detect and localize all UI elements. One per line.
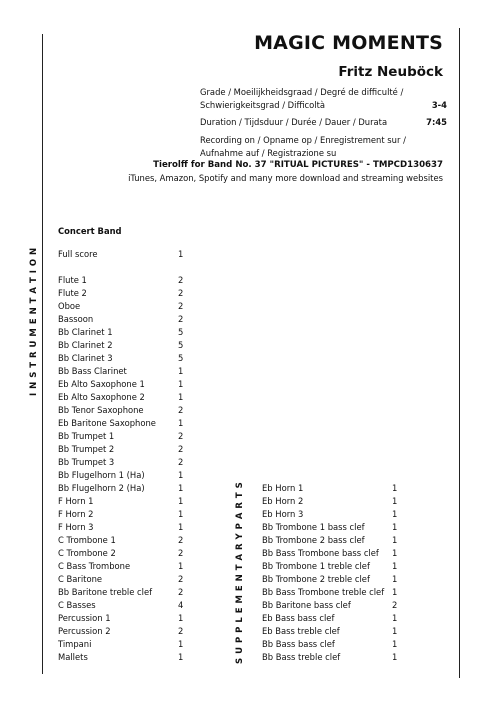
part-count: 1 [178,613,184,623]
instrumentation-row [58,326,198,338]
instrumentation-row [58,573,198,585]
instrumentation-row [58,248,198,260]
part-count: 1 [178,379,184,389]
instrumentation-row [58,404,198,416]
recording-title: Tierolff for Band No. 37 "RITUAL PICTURES" - TMPCD130637 [153,160,443,170]
part-count: 2 [392,600,398,610]
part-name: Oboe [58,301,81,311]
instrumentation-row [58,274,198,286]
recording-label-line2: Aufnahme auf / Registrazione su [200,147,337,158]
grade-value: 3-4 [431,99,447,110]
duration-value: 7:45 [426,117,447,127]
instrumentation-row [58,521,198,533]
part-count: 2 [178,444,184,454]
part-name: Bb Bass Clarinet [58,366,127,376]
supplementary-row [262,521,402,533]
instrumentation-row [58,586,198,598]
duration-label: Duration / Tijdsduur / Durée / Dauer / Durata [200,117,388,127]
instrumentation-row [58,469,198,481]
instrumentation-row [58,378,198,390]
grade-block [200,86,447,111]
supplementary-row [262,547,402,559]
part-name: Bb Trombone 1 bass clef [262,522,365,532]
part-name: Timpani [58,639,92,649]
part-name: C Baritone [58,574,103,584]
part-name: Percussion 1 [58,613,111,623]
composer-name: Fritz Neuböck [338,64,443,80]
part-name: Eb Alto Saxophone 1 [58,379,145,389]
part-name: Bb Bass Trombone bass clef [262,548,379,558]
part-count: 2 [178,405,184,415]
part-name: Bb Baritone bass clef [262,600,351,610]
part-name: Eb Bass bass clef [262,613,335,623]
part-name: Bb Flugelhorn 1 (Ha) [58,470,145,480]
recording-label-line1: Recording on / Opname op / Enregistrement sur / [200,135,406,145]
instrumentation-row [58,339,198,351]
instrumentation-row [58,313,198,325]
part-count: 2 [178,288,184,298]
instrumentation-row [58,300,198,312]
part-count: 2 [178,548,184,558]
supplementary-row [262,482,402,494]
supplementary-row [262,573,402,585]
part-name: Eb Horn 2 [262,496,304,506]
part-name: C Trombone 1 [58,535,116,545]
instrumentation-row [58,352,198,364]
instrumentation-row [58,430,198,442]
supplementary-row [262,495,402,507]
instrumentation-row [58,482,198,494]
instrumentation-row [58,534,198,546]
instrumentation-row [58,547,198,559]
part-name: Eb Baritone Saxophone [58,418,156,428]
part-count: 1 [178,652,184,662]
instrumentation-row [58,443,198,455]
part-count: 2 [178,431,184,441]
part-count: 1 [392,522,398,532]
instrumentation-row [58,508,198,520]
part-count: 5 [178,340,184,350]
part-name: Eb Alto Saxophone 2 [58,392,145,402]
instrumentation-row [58,560,198,572]
grade-label-line1: Grade / Moeilijkheidsgraad / Degré de difficulté / [200,87,404,97]
instrumentation-row [58,495,198,507]
instrumentation-row [58,287,198,299]
part-count: 1 [392,587,398,597]
part-name: Bb Trombone 2 bass clef [262,535,365,545]
part-count: 1 [392,613,398,623]
instrumentation-row [58,365,198,377]
part-name: F Horn 1 [58,496,94,506]
part-count: 1 [178,392,184,402]
duration-block [200,116,447,129]
part-count: 1 [392,652,398,662]
part-name: Bb Bass bass clef [262,639,335,649]
instrumentation-row [58,638,198,650]
part-count: 1 [178,483,184,493]
supplementary-row [262,599,402,611]
part-count: 5 [178,327,184,337]
part-count: 2 [178,275,184,285]
part-count: 1 [178,561,184,571]
part-count: 1 [392,626,398,636]
part-name: F Horn 3 [58,522,94,532]
part-name: Eb Bass treble clef [262,626,340,636]
instrumentation-row [58,599,198,611]
part-name: Eb Horn 1 [262,483,304,493]
part-name: F Horn 2 [58,509,94,519]
part-name: Bb Clarinet 3 [58,353,113,363]
part-count: 1 [178,249,184,259]
supplementary-row [262,534,402,546]
part-name: Flute 2 [58,288,87,298]
part-count: 5 [178,353,184,363]
page-title: MAGIC MOMENTS [254,32,443,54]
part-name: Eb Horn 3 [262,509,304,519]
part-name: Bb Tenor Saxophone [58,405,144,415]
supplementary-side-label: S U P P L E M E N T A R Y P A R T S [235,481,245,664]
left-rule [42,34,43,674]
part-name: Bb Baritone treble clef [58,587,153,597]
part-name: Full score [58,249,98,259]
part-count: 1 [178,366,184,376]
instrumentation-row [58,417,198,429]
recording-block [200,134,447,159]
instrumentation-side-label: I N S T R U M E N T A T I O N [29,247,39,396]
part-name: Bb Bass treble clef [262,652,341,662]
part-count: 1 [392,639,398,649]
part-name: Bassoon [58,314,94,324]
part-name: Flute 1 [58,275,87,285]
part-count: 1 [392,509,398,519]
part-count: 2 [178,587,184,597]
part-name: Bb Bass Trombone treble clef [262,587,385,597]
part-count: 1 [392,548,398,558]
part-name: Bb Trumpet 2 [58,444,115,454]
part-name: Bb Trumpet 1 [58,431,115,441]
part-count: 2 [178,457,184,467]
part-name: Bb Flugelhorn 2 (Ha) [58,483,145,493]
supplementary-row [262,560,402,572]
part-name: Bb Trumpet 3 [58,457,115,467]
part-name: Bb Trombone 1 treble clef [262,561,370,571]
part-name: Mallets [58,652,88,662]
supplementary-row [262,612,402,624]
part-name: C Trombone 2 [58,548,116,558]
part-name: C Basses [58,600,96,610]
part-count: 1 [392,496,398,506]
part-count: 1 [178,470,184,480]
supplementary-row [262,638,402,650]
part-count: 1 [178,639,184,649]
part-count: 2 [178,574,184,584]
part-count: 1 [178,496,184,506]
instrumentation-row [58,456,198,468]
part-count: 2 [178,626,184,636]
part-count: 1 [178,509,184,519]
instrumentation-row [58,612,198,624]
instrumentation-row [58,625,198,637]
part-count: 1 [392,561,398,571]
part-count: 2 [178,314,184,324]
part-count: 1 [392,574,398,584]
right-rule [459,28,460,678]
instrumentation-row [58,651,198,663]
part-name: Bb Clarinet 1 [58,327,113,337]
supplementary-row [262,651,402,663]
recording-platforms: iTunes, Amazon, Spotify and many more download and streaming websites [128,173,443,183]
part-count: 1 [392,483,398,493]
grade-label-line2: Schwierigkeitsgrad / Difficoltà [200,99,326,110]
part-name: Percussion 2 [58,626,111,636]
part-name: Bb Clarinet 2 [58,340,113,350]
part-count: 1 [392,535,398,545]
part-count: 2 [178,301,184,311]
supplementary-row [262,625,402,637]
part-count: 2 [178,535,184,545]
supplementary-row [262,508,402,520]
part-count: 1 [178,522,184,532]
supplementary-row [262,586,402,598]
section-heading-concert-band: Concert Band [58,226,122,236]
part-count: 1 [178,418,184,428]
part-count: 4 [178,600,184,610]
part-name: C Bass Trombone [58,561,131,571]
instrumentation-row [58,391,198,403]
part-name: Bb Trombone 2 treble clef [262,574,370,584]
